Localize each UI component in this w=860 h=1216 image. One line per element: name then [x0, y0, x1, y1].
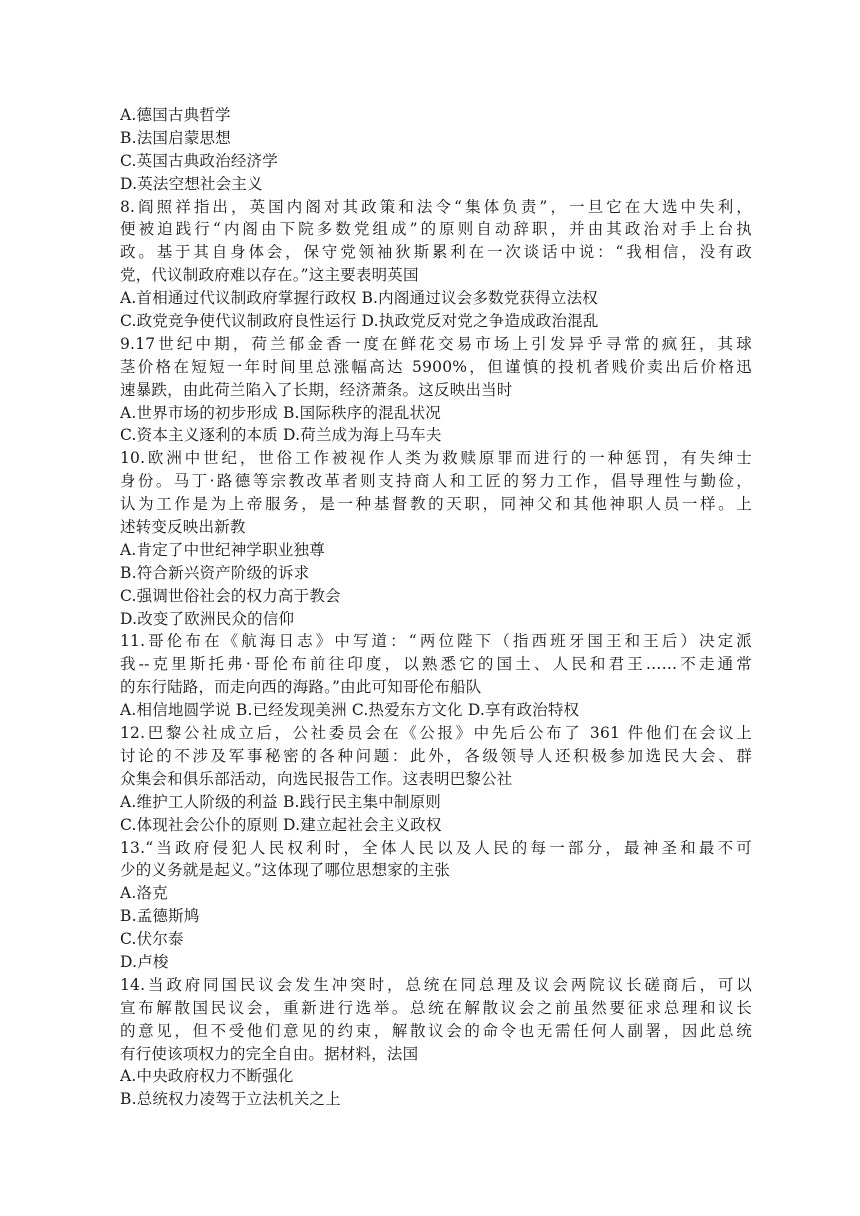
text-line: C.英国古典政治经济学 — [120, 151, 278, 170]
text-line: 述转变反映出新教 — [120, 518, 246, 537]
text-line: D.改变了欧洲民众的信仰 — [120, 609, 295, 628]
text-line: A.中央政府权力不断强化 — [120, 1067, 294, 1086]
text-line: 11.哥伦布在《航海日志》中写道：“两位陛下（指西班牙国王和王后）决定派 — [120, 632, 752, 651]
text-line: 的东行陆路，而走向西的海路。”由此可知哥伦布船队 — [120, 678, 482, 697]
text-line: 的意见，但不受他们意见的约束，解散议会的命令也无需任何人副署，因此总统 — [120, 1021, 752, 1040]
text-line: C.体现社会公仆的原则 D.建立起社会主义政权 — [120, 815, 442, 834]
text-line: 政。基于其自身体会，保守党领袖狄斯累利在一次谈话中说：“我相信，没有政 — [120, 243, 752, 262]
text-line: C.资本主义逐利的本质 D.荷兰成为海上马车夫 — [120, 426, 442, 445]
text-line: A.首相通过代议制政府掌握行政权 B.内阁通过议会多数党获得立法权 — [120, 289, 598, 308]
text-line: 14.当政府同国民议会发生冲突时，总统在同总理及议会两院议长磋商后，可以 — [120, 975, 752, 994]
text-line: 13.“当政府侵犯人民权利时，全体人民以及人民的每一部分，最神圣和最不可 — [120, 838, 752, 857]
text-line: 我--克里斯托弗·哥伦布前往印度，以熟悉它的国土、人民和君王……不走通常 — [120, 655, 752, 674]
text-line: A.相信地圆学说 B.已经发现美洲 C.热爱东方文化 D.享有政治特权 — [120, 701, 580, 720]
text-line: C.政党竞争使代议制政府良性运行 D.执政党反对党之争造成政治混乱 — [120, 312, 599, 331]
text-line: 10.欧洲中世纪，世俗工作被视作人类为救赎原罪而进行的一种惩罚，有失绅士 — [120, 449, 752, 468]
text-line: 众集会和俱乐部活动，向选民报告工作。这表明巴黎公社 — [120, 769, 513, 788]
text-line: D.卢梭 — [120, 952, 169, 971]
text-line: B.法国启蒙思想 — [120, 128, 231, 147]
text-line: 认为工作是为上帝服务，是一种基督教的天职，同神父和其他神职人员一样。上 — [120, 495, 752, 514]
text-line: A.德国古典哲学 — [120, 106, 231, 124]
text-line: 身份。马丁·路德等宗教改革者则支持商人和工匠的努力工作，倡导理性与勤俭， — [120, 472, 752, 491]
text-line: C.伏尔泰 — [120, 930, 184, 949]
text-line: 8.阎照祥指出，英国内阁对其政策和法令“集体负责”，一旦它在大选中失利， — [120, 197, 752, 216]
text-line: B.符合新兴资产阶级的诉求 — [120, 563, 310, 582]
text-line: 党，代议制政府难以存在。”这主要表明英国 — [120, 266, 419, 285]
text-line: A.肯定了中世纪神学职业独尊 — [120, 540, 325, 559]
text-line: 12.巴黎公社成立后，公社委员会在《公报》中先后公布了 361 件他们在会议上 — [120, 724, 752, 743]
text-line: A.维护工人阶级的利益 B.践行民主集中制原则 — [120, 792, 441, 811]
text-line: D.英法空想社会主义 — [120, 174, 263, 193]
text-line: 有行使该项权力的完全自由。据材料，法国 — [120, 1044, 419, 1063]
text-line: 宣布解散国民议会，重新进行选举。总统在解散议会之前虽然要征求总理和议长 — [120, 998, 752, 1017]
text-line: C.强调世俗社会的权力高于教会 — [120, 586, 341, 605]
text-line: B.孟德斯鸠 — [120, 907, 200, 926]
text-line: 便被迫践行“内阁由下院多数党组成”的原则自动辞职，并由其政治对手上台执 — [120, 220, 752, 239]
text-line: 速暴跌，由此荷兰陷入了长期，经济萧条。这反映出当时 — [120, 380, 513, 399]
text-line: 茎价格在短短一年时间里总涨幅高达 5900%，但谨慎的投机者贱价卖出后价格迅 — [120, 357, 752, 376]
text-line: 少的义务就是起义。”这体现了哪位思想家的主张 — [120, 861, 451, 880]
text-line: 讨论的不涉及军事秘密的各种问题：此外，各级领导人还积极参加选民大会、群 — [120, 746, 752, 765]
exam-page — [120, 104, 752, 1111]
text-line: A.世界市场的初步形成 B.国际秩序的混乱状况 — [120, 403, 441, 422]
text-line: B.总统权力凌驾于立法机关之上 — [120, 1090, 341, 1109]
text-line: 9.17世纪中期，荷兰郁金香一度在鲜花交易市场上引发异乎寻常的疯狂，其球 — [120, 334, 752, 353]
text-line: A.洛克 — [120, 884, 168, 903]
